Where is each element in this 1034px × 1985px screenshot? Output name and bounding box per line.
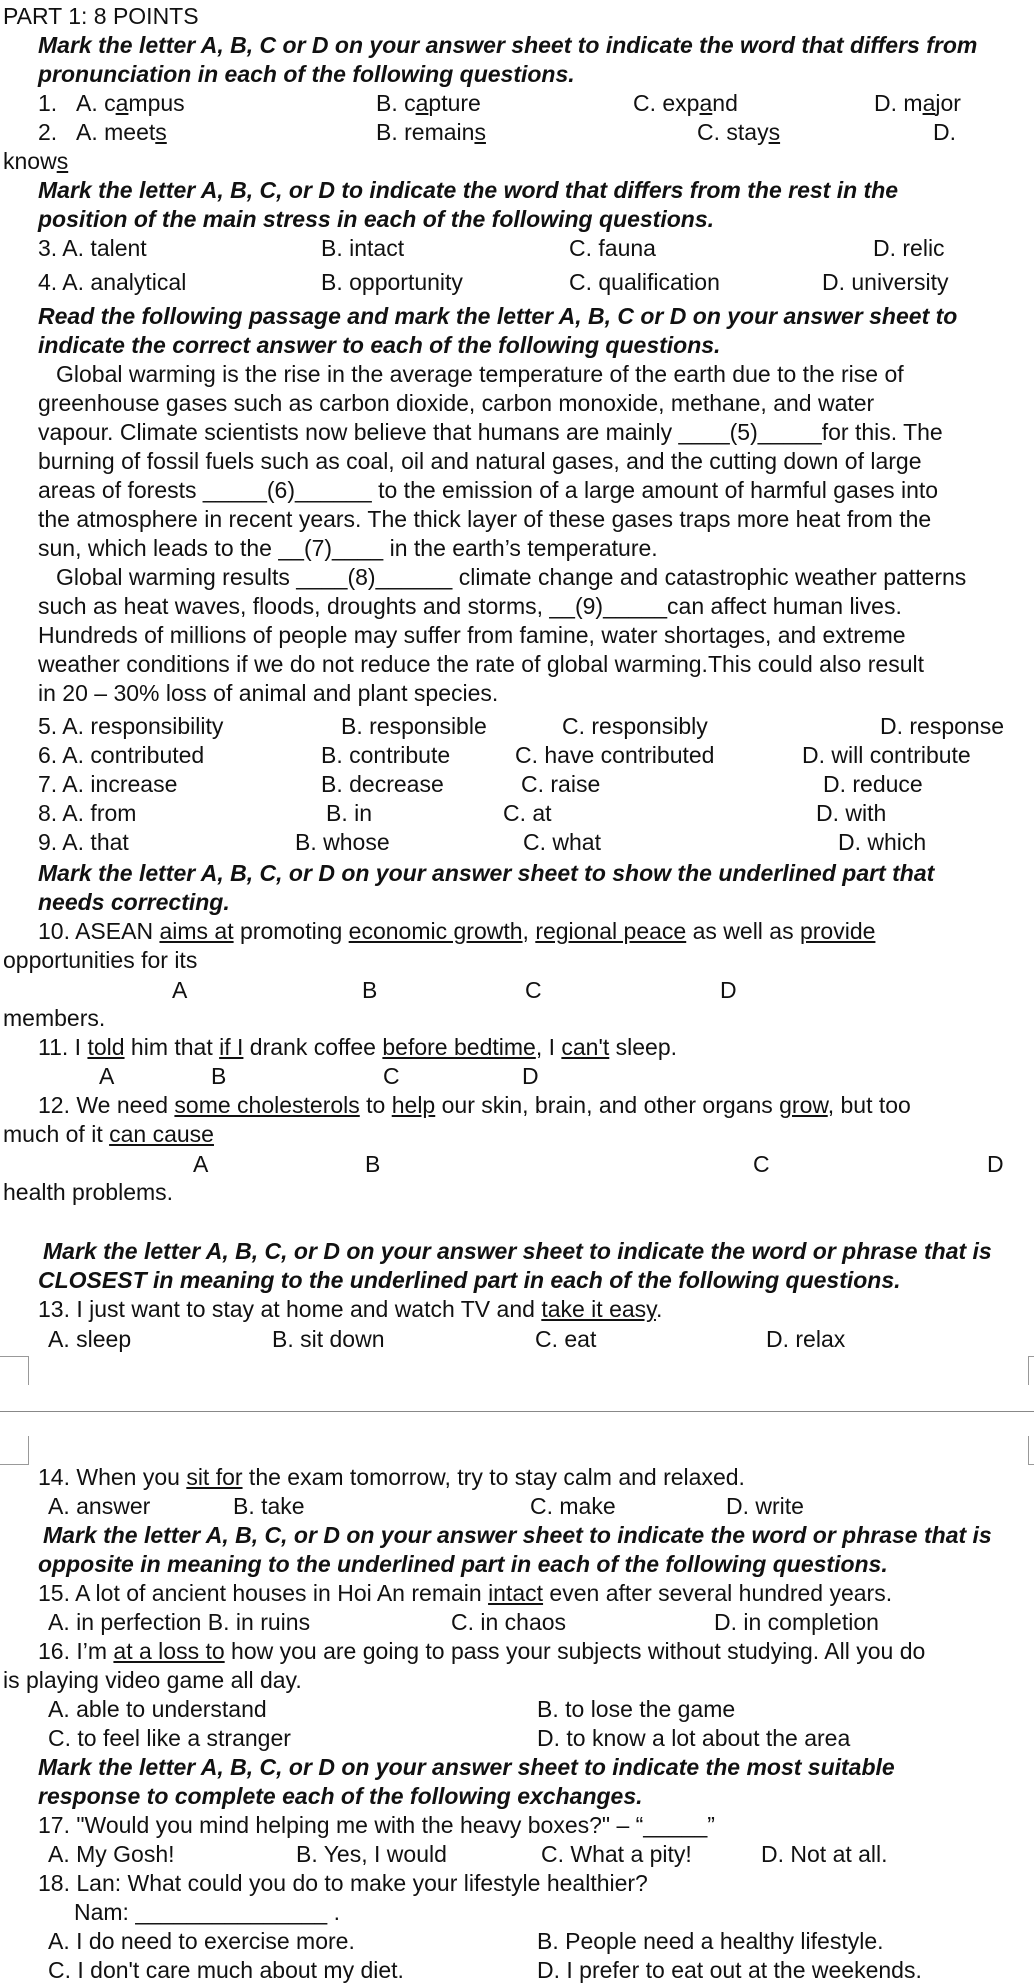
question-10-label-c: C xyxy=(525,977,542,1003)
passage-line: greenhouse gases such as carbon dioxide, carbon monoxide, methane, and water xyxy=(38,390,875,416)
option-text: jor xyxy=(935,90,961,116)
underlined-letter: a xyxy=(115,90,129,116)
option-text: know xyxy=(3,148,57,174)
section-3-instruction-line-2: indicate the correct answer to each of the following questions. xyxy=(38,332,721,358)
passage-line: the atmosphere in recent years. The thick layer of these gases traps more heat from the xyxy=(38,506,932,532)
question-12-stem-line-3: health problems. xyxy=(3,1179,174,1205)
underlined-phrase: at a loss to xyxy=(113,1638,225,1664)
underlined-letter: a xyxy=(415,90,429,116)
option-text: D. xyxy=(933,119,956,145)
page-separator xyxy=(0,1411,1034,1412)
section-7-instruction-line-2: response to complete each of the following exchanges. xyxy=(38,1783,643,1809)
underlined-letter: s xyxy=(768,119,781,145)
question-8-option-c[interactable]: C. at xyxy=(503,800,552,826)
underlined-part-d[interactable]: can cause xyxy=(109,1121,214,1147)
stem-text: 14. When you xyxy=(38,1464,187,1490)
question-14-option-b[interactable]: B. take xyxy=(233,1493,305,1519)
question-10-label-b: B xyxy=(362,977,378,1003)
question-7-option-b[interactable]: B. decrease xyxy=(321,771,444,797)
question-15-option-d[interactable]: D. in completion xyxy=(714,1609,879,1635)
section-3-instruction-line-1: Read the following passage and mark the letter A, B, C or D on your answer sheet to xyxy=(38,303,958,329)
underlined-part-d[interactable]: can't xyxy=(561,1034,610,1060)
question-13-option-a[interactable]: A. sleep xyxy=(48,1326,132,1352)
question-17-stem: 17. "Would you mind helping me with the heavy boxes?" – “_____” xyxy=(38,1812,715,1838)
question-18-stem: 18. Lan: What could you do to make your lifestyle healthier? xyxy=(38,1870,648,1896)
passage-line: in 20 – 30% loss of animal and plant species. xyxy=(38,680,499,706)
option-text: B. c xyxy=(376,90,416,116)
underlined-phrase: intact xyxy=(488,1580,544,1606)
question-16-stem xyxy=(38,1637,925,1666)
question-18-option-b[interactable]: B. People need a healthy lifestyle. xyxy=(537,1928,884,1954)
option-text: C. exp xyxy=(633,90,700,116)
part-title: PART 1: 8 POINTS xyxy=(3,3,199,29)
question-3-option-d[interactable]: D. relic xyxy=(873,235,945,261)
question-10-label-a: A xyxy=(172,977,188,1003)
underlined-part-b[interactable]: economic growth xyxy=(348,918,523,944)
question-5-option-c[interactable]: C. responsibly xyxy=(562,713,708,739)
question-18-option-a[interactable]: A. I do need to exercise more. xyxy=(48,1928,355,1954)
passage-line: vapour. Climate scientists now believe that humans are mainly ____(5)_____for this. The xyxy=(38,419,943,445)
question-13-option-d[interactable]: D. relax xyxy=(766,1326,846,1352)
question-4-option-b[interactable]: B. opportunity xyxy=(321,269,463,295)
question-14-option-c[interactable]: C. make xyxy=(530,1493,616,1519)
section-2-instruction-line-1: Mark the letter A, B, C, or D to indicate the word that differs from the rest in the xyxy=(38,177,899,203)
passage-line: Global warming is the rise in the average temperature of the earth due to the rise of xyxy=(56,361,904,387)
passage-line: areas of forests _____(6)______ to the emission of a large amount of harmful gases into xyxy=(38,477,939,503)
question-13-option-c[interactable]: C. eat xyxy=(535,1326,597,1352)
question-9-option-c[interactable]: C. what xyxy=(523,829,601,855)
section-5-instruction-line-1: Mark the letter A, B, C, or D on your answer sheet to indicate the word or phrase that is xyxy=(43,1238,992,1264)
stem-text: 16. I’m xyxy=(38,1638,114,1664)
option-text: mpus xyxy=(128,90,185,116)
question-4-option-c[interactable]: C. qualification xyxy=(569,269,720,295)
stem-text: , xyxy=(522,918,536,944)
stem-text: drank coffee xyxy=(243,1034,383,1060)
option-text: C. stay xyxy=(697,119,769,145)
question-1-option-c[interactable] xyxy=(633,89,738,118)
question-17-option-a[interactable]: A. My Gosh! xyxy=(48,1841,175,1867)
option-text: pture xyxy=(428,90,481,116)
question-15-option-a-b[interactable]: A. in perfection B. in ruins xyxy=(48,1609,311,1635)
question-16-stem-line-2: is playing video game all day. xyxy=(3,1667,302,1693)
section-1-instruction-line-1: Mark the letter A, B, C or D on your answer sheet to indicate the word that differs from xyxy=(38,32,978,58)
passage-line: sun, which leads to the __(7)____ in the earth’s temperature. xyxy=(38,535,658,561)
question-4-option-d[interactable]: D. university xyxy=(822,269,949,295)
stem-text: . xyxy=(655,1296,663,1322)
question-10-label-d: D xyxy=(720,977,737,1003)
stem-text: promoting xyxy=(233,918,349,944)
passage-line: weather conditions if we do not reduce the rate of global warming.This could also result xyxy=(38,651,924,677)
underlined-letter: a xyxy=(699,90,713,116)
question-7-option-d[interactable]: D. reduce xyxy=(823,771,923,797)
stem-text: 13. I just want to stay at home and watch TV and xyxy=(38,1296,542,1322)
question-15-stem xyxy=(38,1579,892,1608)
question-9-option-a[interactable]: 9. A. that xyxy=(38,829,129,855)
question-11-label-c: C xyxy=(383,1063,400,1089)
underlined-letter: s xyxy=(155,119,167,145)
underlined-part-a[interactable]: aims at xyxy=(159,918,234,944)
stem-text: how you are going to pass your subjects without studying. All you do xyxy=(224,1638,926,1664)
question-12-label-d: D xyxy=(987,1151,1004,1177)
page-corner-mark xyxy=(1028,1356,1034,1385)
section-5-instruction-line-2: CLOSEST in meaning to the underlined part in each of the following questions. xyxy=(38,1267,901,1293)
underlined-part-c[interactable]: regional peace xyxy=(535,918,687,944)
section-6-instruction-line-2: opposite in meaning to the underlined part in each of the following questions. xyxy=(38,1551,888,1577)
passage-line: Hundreds of millions of people may suffer from famine, water shortages, and extreme xyxy=(38,622,906,648)
stem-text: , but too xyxy=(827,1092,911,1118)
stem-text: even after several hundred years. xyxy=(543,1580,893,1606)
section-4-instruction-line-2: needs correcting. xyxy=(38,889,230,915)
passage-line: Global warming results ____(8)______ climate change and catastrophic weather patterns xyxy=(56,564,967,590)
question-2-option-c[interactable] xyxy=(697,118,780,147)
question-5-option-d[interactable]: D. response xyxy=(880,713,1005,739)
question-12-stem xyxy=(38,1091,911,1120)
underlined-phrase: sit for xyxy=(186,1464,243,1490)
question-17-option-b[interactable]: B. Yes, I would xyxy=(296,1841,447,1867)
question-11-stem xyxy=(38,1033,677,1062)
underlined-phrase: take it easy xyxy=(541,1296,656,1322)
stem-text: him that xyxy=(124,1034,220,1060)
question-3-option-c[interactable]: C. fauna xyxy=(569,235,656,261)
question-5-option-a[interactable]: 5. A. responsibility xyxy=(38,713,224,739)
question-18-stem-line-2: Nam: _______________ . xyxy=(74,1899,340,1925)
question-11-label-b: B xyxy=(211,1063,227,1089)
stem-text: sleep. xyxy=(609,1034,678,1060)
question-1-option-a[interactable] xyxy=(76,89,185,118)
question-14-option-d[interactable]: D. write xyxy=(726,1493,804,1519)
question-12-label-c: C xyxy=(753,1151,770,1177)
question-2-option-a[interactable] xyxy=(76,118,167,147)
question-16-option-a[interactable]: A. able to understand xyxy=(48,1696,267,1722)
stem-text: the exam tomorrow, try to stay calm and relaxed. xyxy=(242,1464,745,1490)
section-4-instruction-line-1: Mark the letter A, B, C, or D on your answer sheet to show the underlined part that xyxy=(38,860,935,886)
question-10-stem-line-2: opportunities for its xyxy=(3,947,198,973)
section-7-instruction-line-1: Mark the letter A, B, C, or D on your answer sheet to indicate the most suitable xyxy=(38,1754,895,1780)
stem-text: much of it xyxy=(3,1121,110,1147)
question-1-option-b[interactable] xyxy=(376,89,481,118)
question-16-option-b[interactable]: B. to lose the game xyxy=(537,1696,736,1722)
question-3-option-a[interactable]: 3. A. talent xyxy=(38,235,147,261)
question-18-option-d[interactable]: D. I prefer to eat out at the weekends. xyxy=(537,1957,922,1983)
underlined-letter: a xyxy=(922,90,936,116)
question-1-number: 1. xyxy=(38,90,58,116)
question-6-option-b[interactable]: B. contribute xyxy=(321,742,451,768)
page-corner-mark xyxy=(0,1436,29,1465)
passage-line: such as heat waves, floods, droughts and storms, __(9)_____can affect human lives. xyxy=(38,593,902,619)
stem-text: to xyxy=(359,1092,392,1118)
underlined-part-d[interactable]: provide xyxy=(799,918,876,944)
question-7-option-c[interactable]: C. raise xyxy=(521,771,601,797)
stem-text: our skin, brain, and other organs xyxy=(435,1092,780,1118)
passage-line: burning of fossil fuels such as coal, oil and natural gases, and the cutting down of large xyxy=(38,448,922,474)
stem-text: 15. A lot of ancient houses in Hoi An remain xyxy=(38,1580,489,1606)
underlined-letter: s xyxy=(56,148,69,174)
question-11-label-a: A xyxy=(99,1063,115,1089)
section-6-instruction-line-1: Mark the letter A, B, C, or D on your answer sheet to indicate the word or phrase that is xyxy=(43,1522,992,1548)
underlined-part-c[interactable]: before bedtime xyxy=(382,1034,536,1060)
question-13-stem xyxy=(38,1295,662,1324)
option-text: A. c xyxy=(76,90,116,116)
section-2-instruction-line-2: position of the main stress in each of the following questions. xyxy=(38,206,714,232)
question-11-label-d: D xyxy=(522,1063,539,1089)
question-2-option-d-word[interactable] xyxy=(3,147,68,176)
option-text: B. remain xyxy=(376,119,475,145)
question-3-option-b[interactable]: B. intact xyxy=(321,235,405,261)
underlined-part-a[interactable]: some cholesterols xyxy=(174,1092,360,1118)
stem-text: 12. We need xyxy=(38,1092,175,1118)
question-10-stem-line-3: members. xyxy=(3,1005,106,1031)
question-14-option-a[interactable]: A. answer xyxy=(48,1493,151,1519)
question-17-option-c[interactable]: C. What a pity! xyxy=(541,1841,692,1867)
question-6-option-d[interactable]: D. will contribute xyxy=(802,742,971,768)
question-14-stem xyxy=(38,1463,745,1492)
question-16-option-d[interactable]: D. to know a lot about the area xyxy=(537,1725,851,1751)
option-text: A. meet xyxy=(76,119,156,145)
stem-text: 11. I xyxy=(38,1034,88,1060)
question-12-stem-line-2 xyxy=(3,1120,214,1149)
underlined-letter: s xyxy=(474,119,486,145)
question-2-option-d[interactable] xyxy=(933,118,956,147)
question-16-option-c[interactable]: C. to feel like a stranger xyxy=(48,1725,291,1751)
underlined-part-b[interactable]: help xyxy=(391,1092,436,1118)
question-7-option-a[interactable]: 7. A. increase xyxy=(38,771,178,797)
question-8-option-a[interactable]: 8. A. from xyxy=(38,800,137,826)
question-17-option-d[interactable]: D. Not at all. xyxy=(761,1841,888,1867)
question-8-option-d[interactable]: D. with xyxy=(816,800,887,826)
question-6-option-a[interactable]: 6. A. contributed xyxy=(38,742,205,768)
underlined-part-b[interactable]: if I xyxy=(219,1034,244,1060)
question-1-option-d[interactable] xyxy=(874,89,961,118)
question-4-option-a[interactable]: 4. A. analytical xyxy=(38,269,187,295)
question-12-label-b: B xyxy=(365,1151,381,1177)
question-5-option-b[interactable]: B. responsible xyxy=(341,713,487,739)
question-9-option-b[interactable]: B. whose xyxy=(295,829,390,855)
question-8-option-b[interactable]: B. in xyxy=(326,800,373,826)
option-text: nd xyxy=(712,90,738,116)
question-2-number: 2. xyxy=(38,119,58,145)
stem-text: as well as xyxy=(686,918,800,944)
page-corner-mark xyxy=(1028,1436,1034,1465)
question-2-option-b[interactable] xyxy=(376,118,486,147)
underlined-part-c[interactable]: grow xyxy=(779,1092,828,1118)
stem-text: 10. ASEAN xyxy=(38,918,160,944)
question-9-option-d[interactable]: D. which xyxy=(838,829,927,855)
question-18-option-c[interactable]: C. I don't care much about my diet. xyxy=(48,1957,404,1983)
section-1-instruction-line-2: pronunciation in each of the following questions. xyxy=(38,61,575,87)
page-corner-mark xyxy=(0,1356,29,1385)
question-6-option-c[interactable]: C. have contributed xyxy=(515,742,715,768)
underlined-part-a[interactable]: told xyxy=(87,1034,125,1060)
question-15-option-c[interactable]: C. in chaos xyxy=(451,1609,567,1635)
stem-text: , I xyxy=(535,1034,562,1060)
option-text: D. m xyxy=(874,90,923,116)
question-13-option-b[interactable]: B. sit down xyxy=(272,1326,385,1352)
question-10-stem xyxy=(38,917,875,946)
question-12-label-a: A xyxy=(193,1151,209,1177)
